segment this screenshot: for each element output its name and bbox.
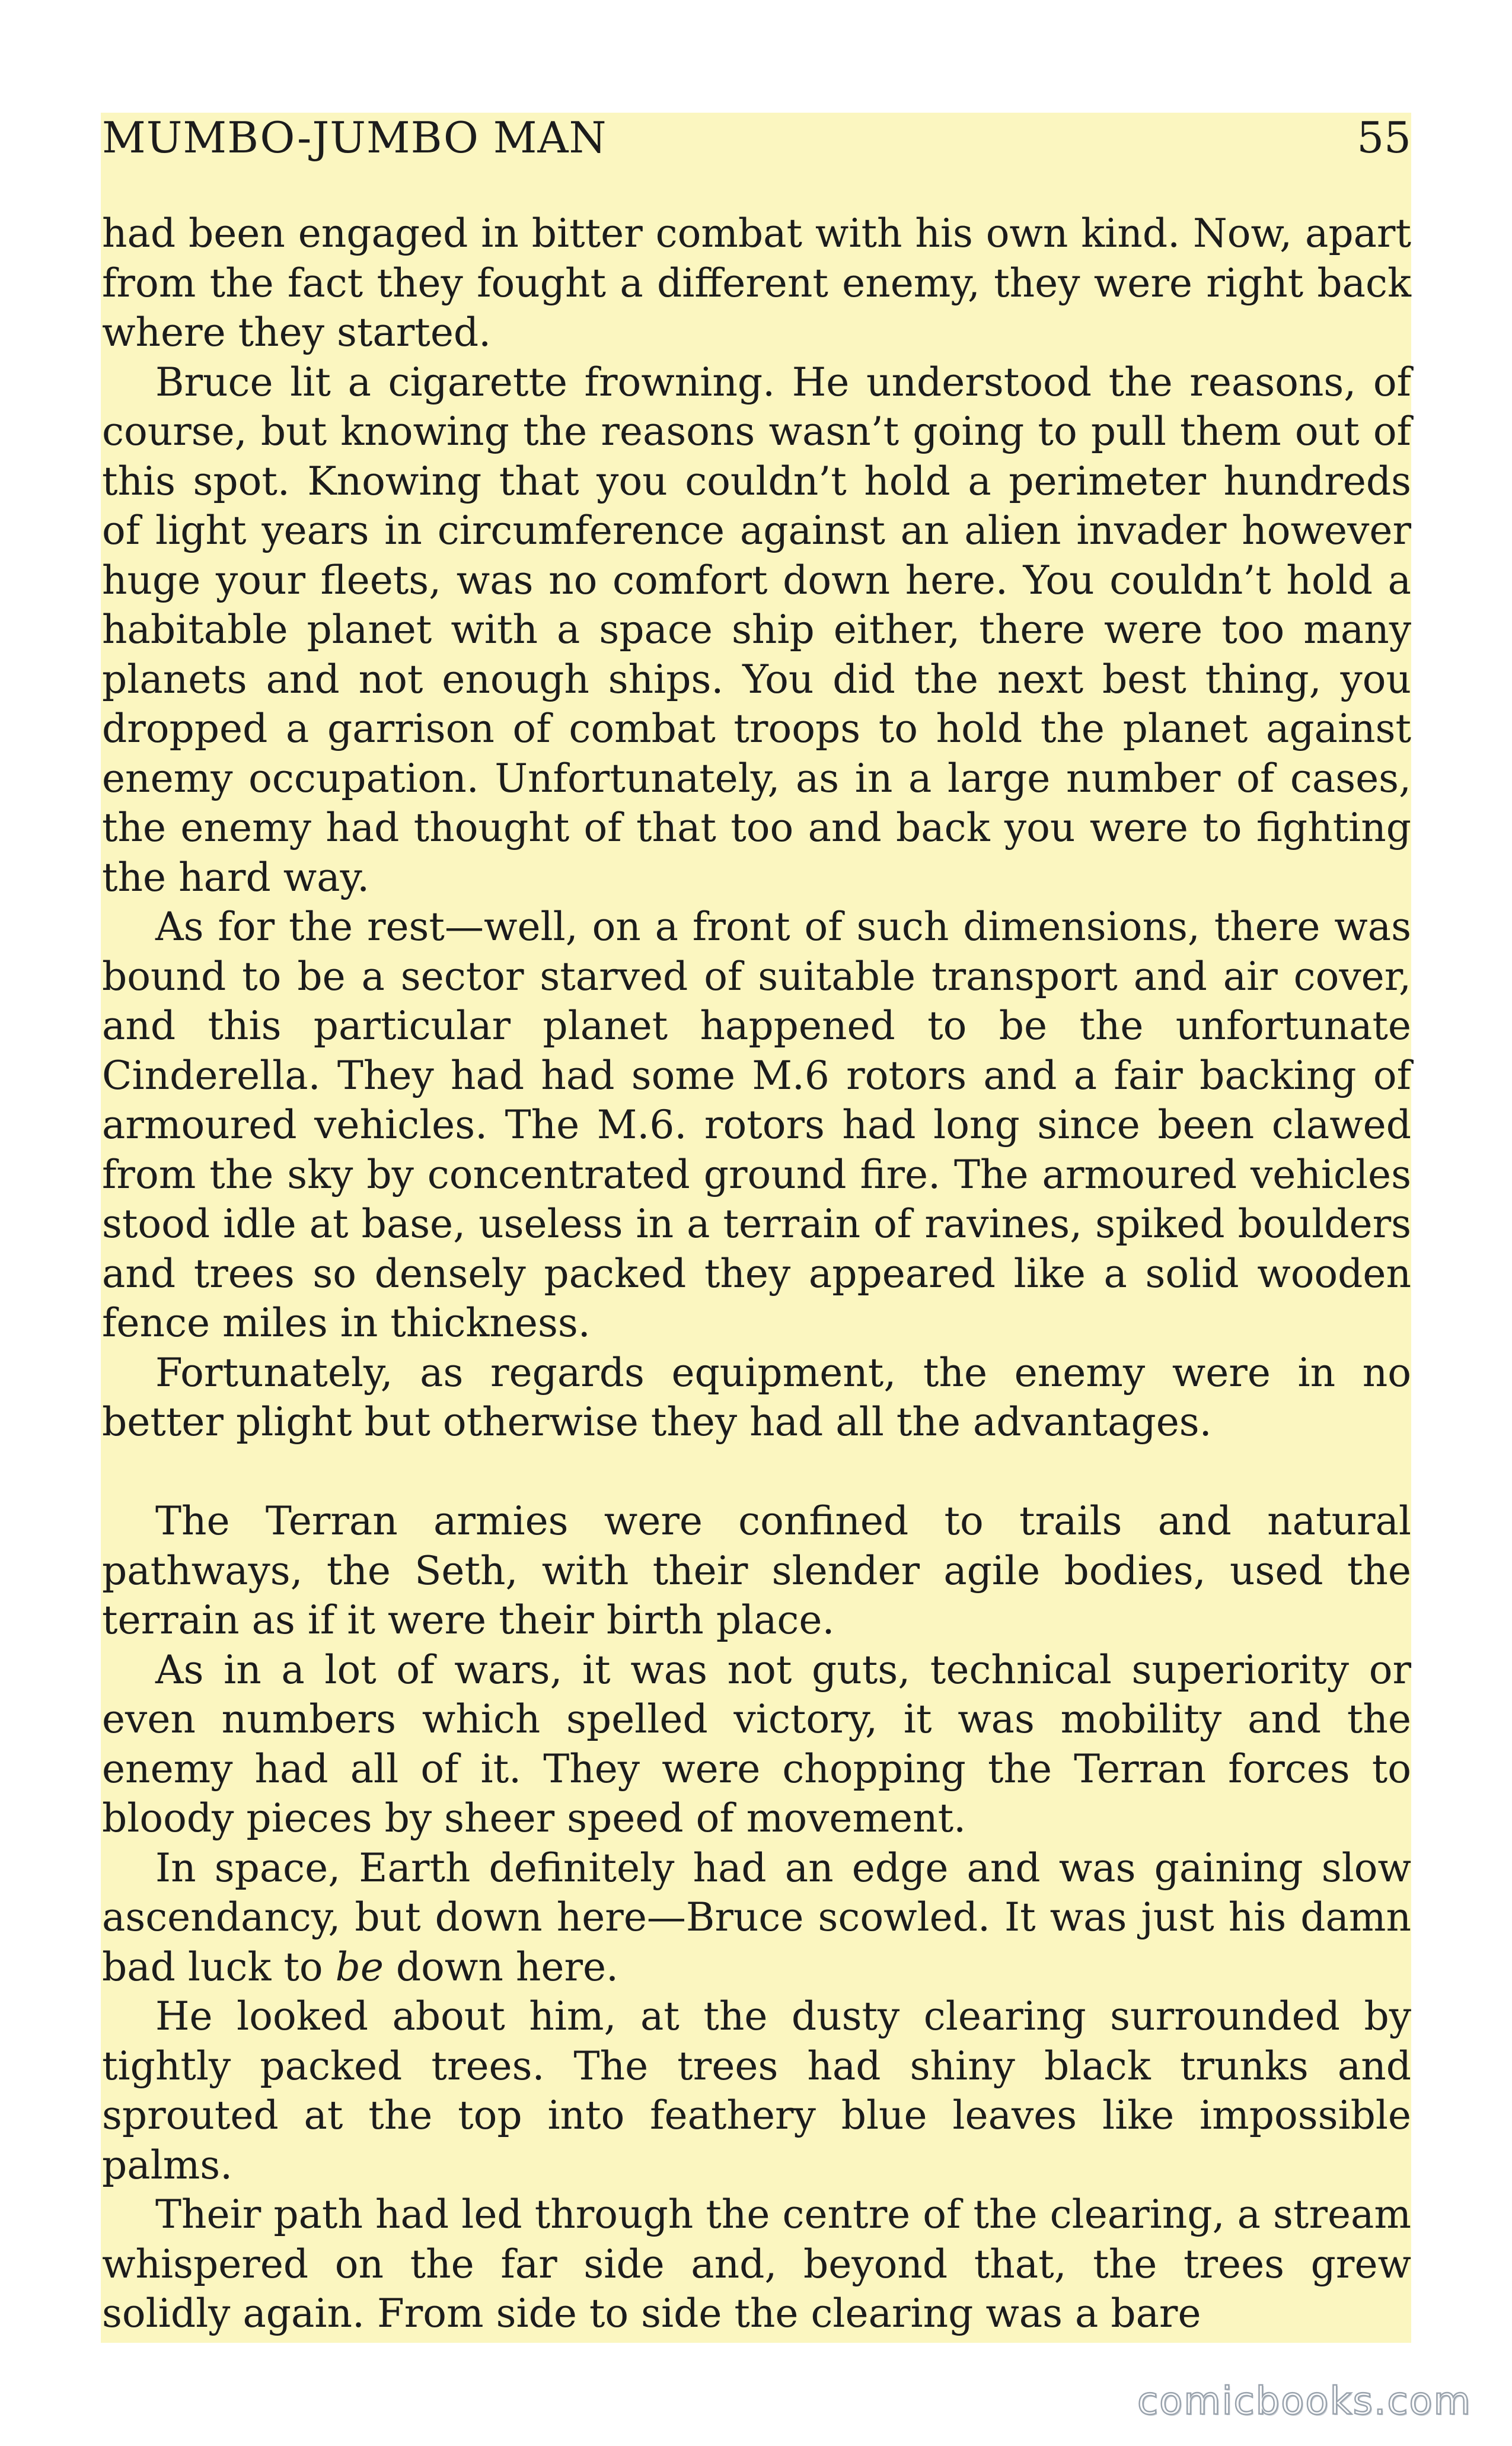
paragraph-text: down here. — [383, 1944, 619, 1990]
paragraph — [102, 1843, 1411, 1992]
paragraph: Fortunately, as regards equipment, the enemy were in no better plight but otherwise they had all the advantages. — [102, 1349, 1411, 1445]
watermark-logo: comicbooks.com — [1137, 2380, 1472, 2423]
paragraph: had been engaged in bitter combat with his own kind. Now, apart from the fact they fought a different enemy, they were right back where they started. — [102, 211, 1411, 355]
page-number: 55 — [1357, 113, 1411, 163]
paragraph: The Terran armies were confined to trails and natural pathways, the Seth, with their slender agile bodies, used the terrain as if it were their birth place. — [102, 1498, 1411, 1643]
page-header — [102, 108, 1411, 167]
paragraph: He looked about him, at the dusty clearing surrounded by tightly packed trees. The trees had shiny black trunks and sprouted at the top into feathery blue leaves like impossible palms. — [102, 1993, 1411, 2188]
page-body — [102, 209, 1411, 2339]
running-head: MUMBO-JUMBO MAN — [102, 113, 607, 163]
paragraph-text: In space, Earth definitely had an edge and was gaining slow ascendancy, but down here—Bruce scowled. It was just his damn bad luck to — [102, 1845, 1411, 1990]
paragraph: Bruce lit a cigarette frowning. He understood the reasons, of course, but knowing the reasons wasn’t going to pull them out of this spot. Knowing that you couldn’t hold a perimeter hundreds of light years in circumference against an alien invader however huge your fleets, was no comfort down here. You couldn’t hold a habitable planet with a space ship either, there were too many planets and not enough ships. You did the next best thing, you dropped a garrison of combat troops to hold the planet against enemy occupation. Unfortunately, as in a large number of cases, the enemy had thought of that too and back you were to fighting the hard way. — [102, 359, 1411, 900]
paragraph: Their path had led through the centre of the clearing, a stream whispered on the far side and, beyond that, the trees grew solidly again. From side to side the clearing was a bare — [102, 2192, 1411, 2336]
paragraph: As in a lot of wars, it was not guts, technical superiority or even numbers which spelled victory, it was mobility and the enemy had all of it. They were chopping the Terran forces to bloody pieces by sheer speed of movement. — [102, 1646, 1411, 1841]
emphasis-text: be — [335, 1944, 384, 1990]
paragraph: As for the rest—well, on a front of such dimensions, there was bound to be a sector starved of suitable transport and air cover, and this particular planet happened to be the unfortunate Cinderella. They had had some M.6 rotors and a fair backing of armoured vehicles. The M.6. rotors had long since been clawed from the sky by concentrated ground fire. The armoured vehicles stood idle at base, useless in a terrain of ravines, spiked boulders and trees so densely packed they appeared like a solid wooden fence miles in thickness. — [102, 904, 1411, 1346]
